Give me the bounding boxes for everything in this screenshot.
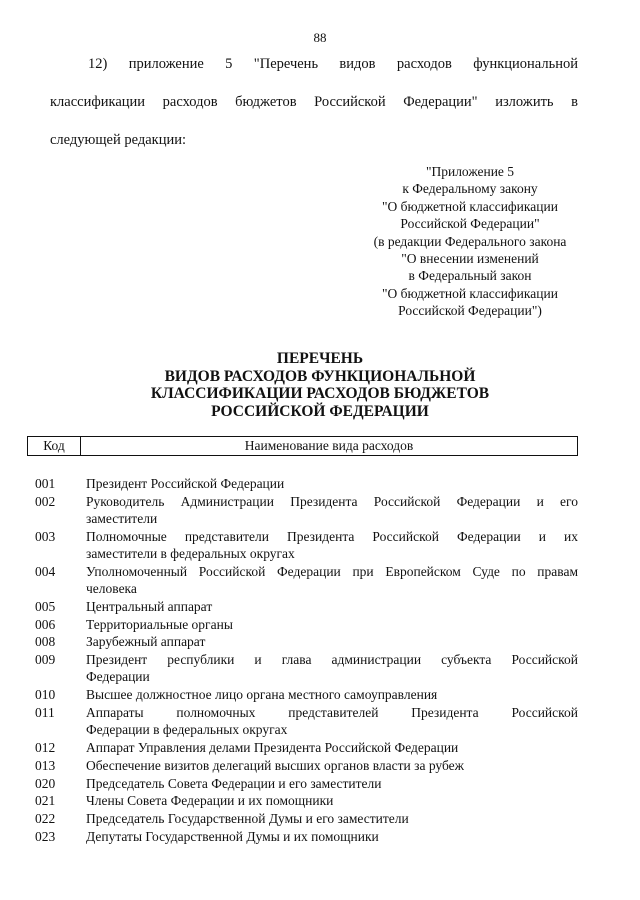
- row-name-line: Члены Совета Федерации и их помощники: [86, 793, 334, 809]
- title-line: РОССИЙСКОЙ ФЕДЕРАЦИИ: [211, 402, 429, 420]
- row-name-line: заместители: [86, 511, 158, 526]
- row-code: 008: [35, 634, 56, 650]
- row-code: 011: [35, 705, 55, 720]
- appendix-line: к Федеральному закону: [402, 181, 538, 197]
- row-name-line: Полномочные представители Президента Российской Федерации и их: [86, 528, 578, 544]
- row-name: [86, 739, 578, 756]
- appendix-line: "О бюджетной классификации: [382, 285, 558, 301]
- row-name: [86, 775, 578, 792]
- row-code: 009: [35, 652, 56, 668]
- appendix-line: "О внесении изменений: [401, 251, 539, 267]
- column-header-name: Наименование вида расходов: [244, 438, 414, 453]
- row-name-line: Уполномоченный Российской Федерации при Европейском Суде по правам: [86, 563, 578, 579]
- appendix-line: Российской Федерации": [400, 216, 540, 232]
- intro-line: 12) приложение 5 "Перечень видов расходов функциональной: [88, 56, 578, 72]
- row-name: [86, 651, 578, 685]
- appendix-header: [345, 163, 595, 320]
- row-name-line: Руководитель Администрации Президента Российской Федерации и его: [86, 493, 578, 509]
- row-name: [86, 616, 578, 633]
- row-name-line: Федерации: [86, 669, 150, 685]
- row-name-line: заместители в федеральных округах: [86, 546, 295, 561]
- row-name: [86, 792, 578, 809]
- row-name: [86, 686, 578, 703]
- row-code: 003: [35, 528, 56, 544]
- row-code: 013: [35, 757, 56, 773]
- row-name-line: Федерации в федеральных округах: [86, 722, 288, 738]
- row-name: [86, 563, 578, 597]
- appendix-line: (в редакции Федерального закона: [373, 233, 567, 249]
- row-name-line: Центральный аппарат: [86, 598, 213, 614]
- appendix-line: "Приложение 5: [425, 164, 515, 179]
- row-name-line: Высшее должностное лицо органа местного самоуправления: [86, 687, 438, 703]
- title-line: ВИДОВ РАСХОДОВ ФУНКЦИОНАЛЬНОЙ: [164, 367, 476, 385]
- row-code: 006: [35, 616, 56, 632]
- row-name-line: Депутаты Государственной Думы и их помощники: [86, 829, 379, 844]
- title-line: КЛАССИФИКАЦИИ РАСХОДОВ БЮДЖЕТОВ: [150, 385, 490, 402]
- row-name: [86, 598, 578, 615]
- row-code: 022: [35, 811, 56, 827]
- row-code: 002: [35, 493, 56, 509]
- row-code: 005: [35, 598, 56, 614]
- intro-line: классификации расходов бюджетов Российской Федерации" изложить в: [50, 94, 578, 110]
- appendix-line: Российской Федерации"): [398, 303, 542, 319]
- row-name-line: Обеспечение визитов делегаций высших органов власти за рубеж: [86, 757, 464, 773]
- row-name-line: Территориальные органы: [86, 616, 233, 632]
- document-title: [0, 350, 640, 420]
- table-header: [27, 436, 578, 456]
- row-name-line: Председатель Совета Федерации и его заместители: [86, 775, 382, 791]
- row-name: [86, 528, 578, 562]
- appendix-line: в Федеральный закон: [408, 268, 532, 284]
- row-code: 020: [35, 775, 56, 791]
- title-line: ПЕРЕЧЕНЬ: [276, 350, 364, 367]
- row-name: [86, 704, 578, 738]
- row-name: [86, 810, 578, 827]
- row-name-line: человека: [86, 581, 137, 596]
- row-name: [86, 475, 578, 492]
- row-name-line: Председатель Государственной Думы и его заместители: [86, 811, 409, 827]
- appendix-line: "О бюджетной классификации: [382, 198, 558, 214]
- row-name-line: Зарубежный аппарат: [86, 634, 206, 650]
- row-name: [86, 828, 578, 845]
- intro-line: следующей редакции:: [50, 132, 187, 148]
- column-header-code: Код: [28, 437, 81, 455]
- row-code: 010: [35, 687, 56, 703]
- row-name: [86, 633, 578, 650]
- row-name-line: Аппараты полномочных представителей Президента Российской: [86, 705, 578, 720]
- page-number: 88: [313, 30, 327, 45]
- row-name-line: Аппарат Управления делами Президента Российской Федерации: [86, 740, 459, 755]
- row-name: [86, 493, 578, 527]
- row-code: 001: [35, 476, 56, 491]
- row-code: 021: [35, 793, 56, 809]
- row-name-line: Президент Российской Федерации: [86, 476, 285, 491]
- row-code: 004: [35, 563, 56, 579]
- row-code: 012: [35, 740, 56, 755]
- row-code: 023: [35, 829, 56, 844]
- row-name: [86, 757, 578, 774]
- row-name-line: Президент республики и глава администрации субъекта Российской: [86, 652, 578, 668]
